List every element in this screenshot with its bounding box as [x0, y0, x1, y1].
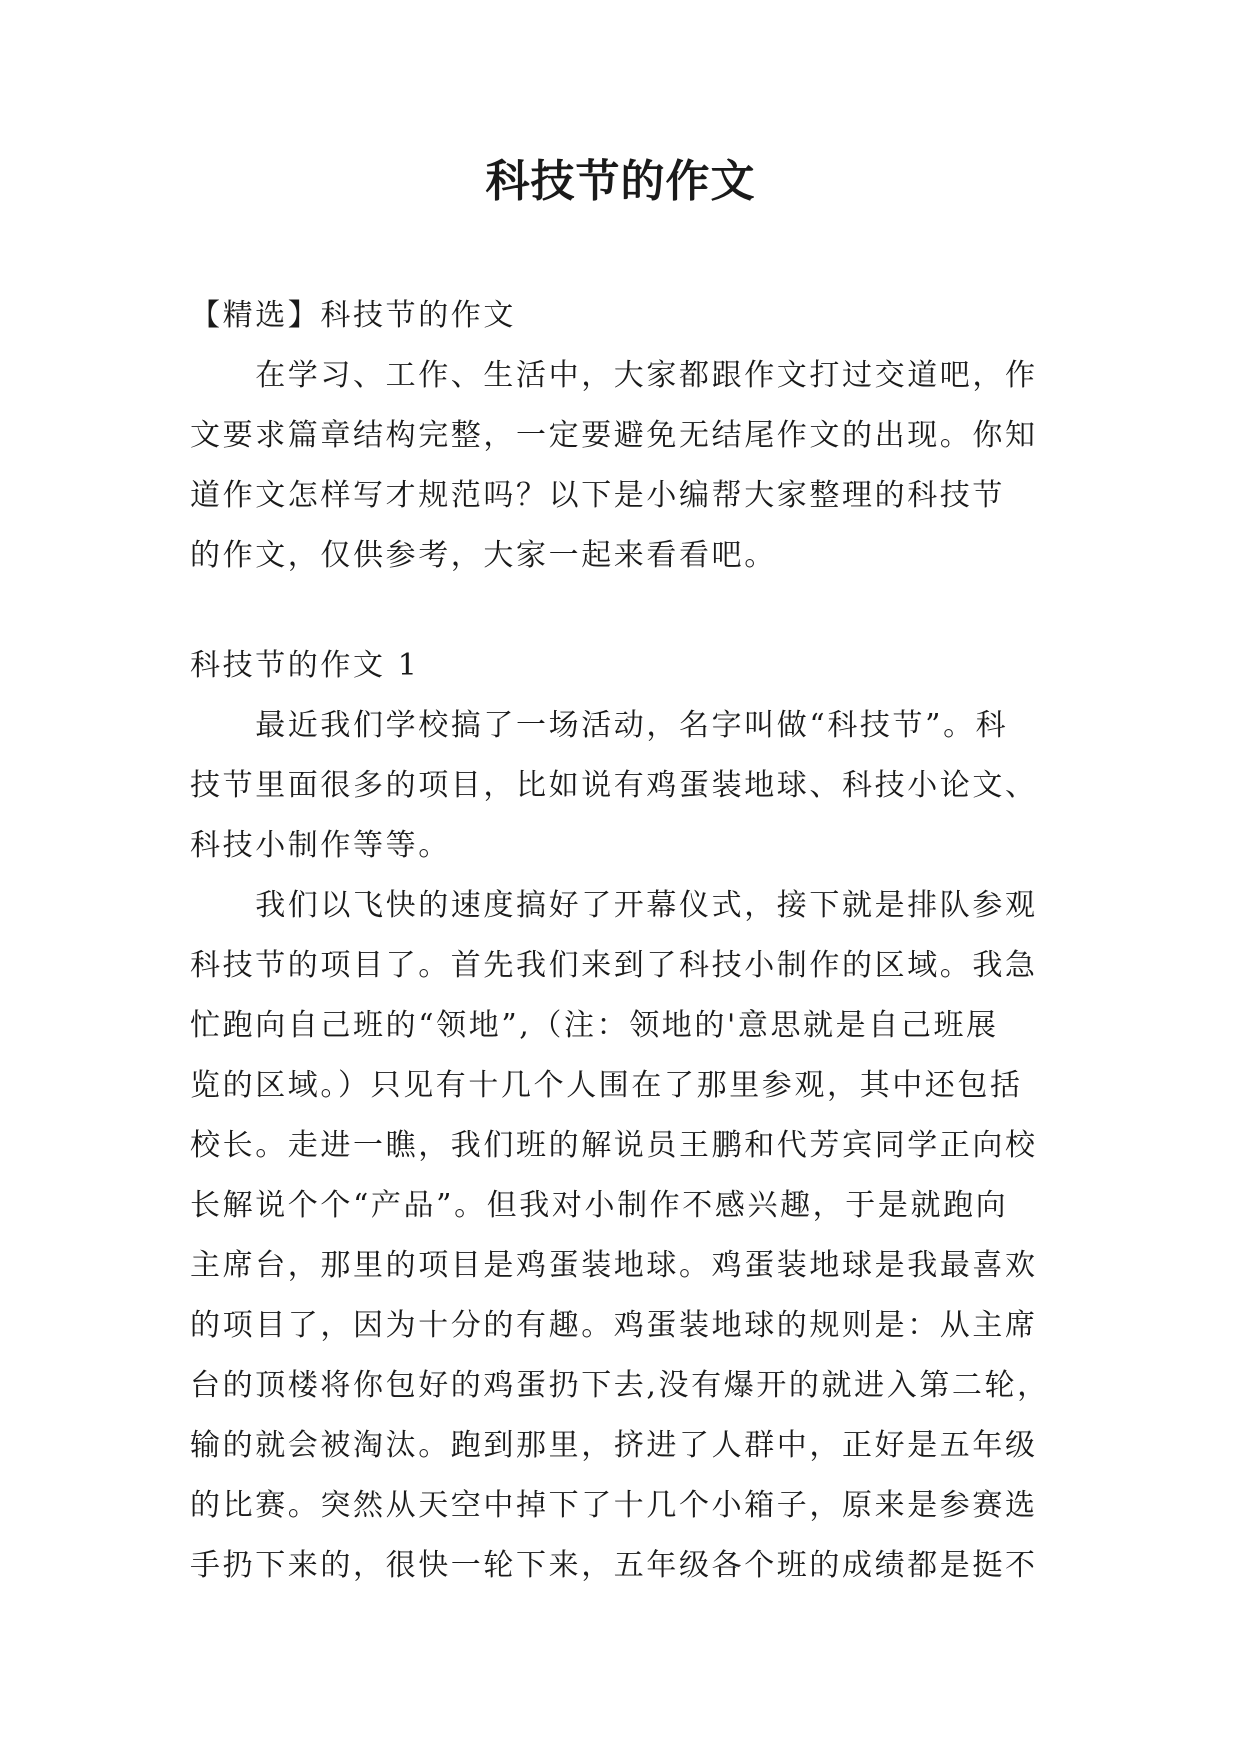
text-line: 在学习、工作、生活中，大家都跟作文打过交道吧，作	[190, 358, 1038, 393]
text-line: 技节里面很多的项目，比如说有鸡蛋装地球、科技小论文、	[190, 768, 1038, 803]
text-line: 忙跑向自己班的“领地”,（注：领地的'意思就是自己班展	[190, 1008, 999, 1043]
text-line: 的比赛。突然从天空中掉下了十几个小箱子，原来是参赛选	[190, 1488, 1038, 1523]
paragraph-1	[190, 696, 1060, 876]
text-line: 长解说个个“产品”。但我对小制作不感兴趣，于是就跑向	[190, 1188, 1009, 1223]
text-line: 文要求篇章结构完整，一定要避免无结尾作文的出现。你知	[190, 418, 1038, 453]
text-line: 道作文怎样写才规范吗？以下是小编帮大家整理的科技节	[190, 478, 1005, 513]
text-line: 主席台，那里的项目是鸡蛋装地球。鸡蛋装地球是我最喜欢	[190, 1248, 1038, 1283]
text-line: 览的区域。）只见有十几个人围在了那里参观，其中还包括	[190, 1068, 1023, 1103]
text-line: 的项目了，因为十分的有趣。鸡蛋装地球的规则是：从主席	[190, 1308, 1038, 1343]
text-line: 输的就会被淘汰。跑到那里，挤进了人群中，正好是五年级	[190, 1428, 1038, 1463]
paragraph-2	[190, 876, 1060, 1596]
section-spacer	[190, 586, 1060, 636]
text-line: 台的顶楼将你包好的鸡蛋扔下去,没有爆开的就进入第二轮，	[190, 1368, 1050, 1403]
text-line: 最近我们学校搞了一场活动，名字叫做“科技节”。科	[190, 708, 1009, 743]
text-line: 校长。走进一瞧，我们班的解说员王鹏和代芳宾同学正向校	[190, 1128, 1038, 1163]
text-line: 我们以飞快的速度搞好了开幕仪式，接下就是排队参观	[190, 888, 1038, 923]
section-heading: 科技节的作文 1	[190, 648, 420, 683]
text-line: 的作文，仅供参考，大家一起来看看吧。	[190, 538, 777, 573]
intro-heading: 【精选】科技节的作文	[190, 298, 516, 333]
text-line: 科技小制作等等。	[190, 828, 451, 863]
document-body	[190, 286, 1060, 1596]
document-title: 科技节的作文	[485, 156, 756, 207]
text-line: 手扔下来的，很快一轮下来，五年级各个班的成绩都是挺不	[190, 1548, 1038, 1583]
text-line: 科技节的项目了。首先我们来到了科技小制作的区域。我急	[190, 948, 1038, 983]
intro-paragraph	[190, 346, 1060, 586]
